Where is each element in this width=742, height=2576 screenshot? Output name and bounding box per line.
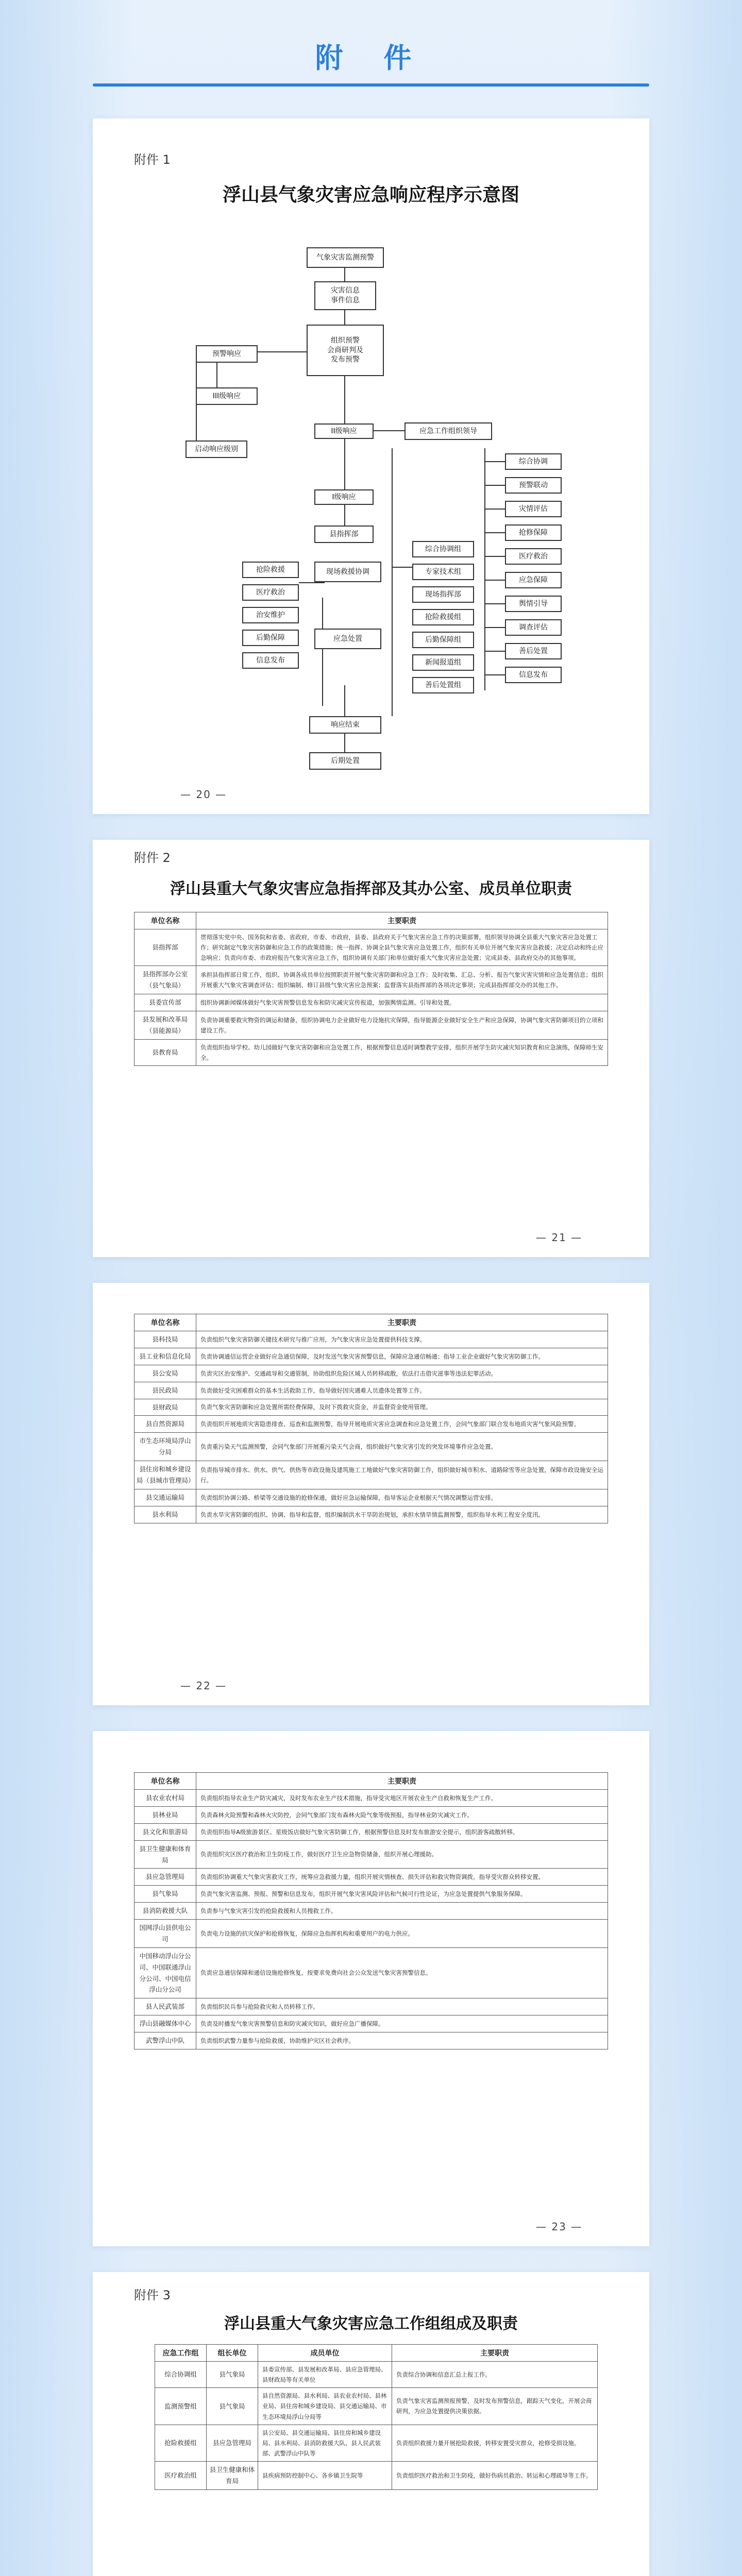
row-label-cell: 县住房和城乡建设局（县城市管理局） <box>134 1461 196 1489</box>
table-cell: 负责应急通信保障和通信设施抢修恢复，按要求免费向社会公众发送气象灾害预警信息。 <box>196 1947 608 1998</box>
table-cell: 负责及时播发气象灾害预警信息和防灾减灾知识，做好应急广播保障。 <box>196 2015 608 2032</box>
flow-duty-box: 应急保障 <box>505 572 562 588</box>
page-number: — 23 — <box>536 2221 583 2233</box>
support-box: 现场救援协调 <box>314 562 381 582</box>
row-label-cell: 抢险救援组 <box>155 2425 207 2461</box>
row-label-cell: 县农业农村局 <box>134 1790 196 1807</box>
table-row <box>155 2425 598 2461</box>
table-cell: 负责组织指导农业生产防灾减灾，及时发布农业生产技术措施，指导受灾地区开展农业生产自救和恢复生产工作。 <box>196 1790 608 1807</box>
col-header: 主要职责 <box>392 2345 598 2362</box>
level-iv-box: III级响应 <box>196 387 258 405</box>
duty-table <box>134 1772 608 2049</box>
table-row <box>134 1903 608 1920</box>
row-label-cell: 县林业局 <box>134 1806 196 1823</box>
table-row <box>155 2388 598 2425</box>
table-row <box>134 2015 608 2032</box>
attachment-title: 附 件 <box>315 42 427 74</box>
flow-group-box: 新闻报道组 <box>412 654 474 671</box>
table-cell: 负责组织灾区医疗救治和卫生防疫工作，做好医疗卫生应急物资储备，组织开展心理援助。 <box>196 1840 608 1869</box>
flow-connector <box>299 582 325 583</box>
release-box: 预警响应 <box>196 345 258 363</box>
table-cell: 县公安局、县交通运输局、县住房和城乡建设局、县水利局、县消防救援大队、县人民武装部、武警浮山中队等 <box>258 2425 392 2461</box>
col-header: 组长单位 <box>207 2345 258 2362</box>
page-annex-3 <box>93 2272 649 2576</box>
table-cell: 负责电力设施的抗灾保护和抢修恢复，保障应急指挥机构和重要用户的电力供应。 <box>196 1920 608 1948</box>
flow-duty-box: 医疗救治 <box>505 548 562 565</box>
monitor-box: 气象灾害监测预警 <box>307 247 384 268</box>
page-annex-1 <box>93 118 649 814</box>
table-cell: 负责灾区治安维护、交通疏导和交通管制，协助组织危险区域人员转移疏散，依法打击借灾滋事等违法犯罪活动。 <box>196 1365 608 1382</box>
col-header: 单位名称 <box>134 912 196 929</box>
row-label-cell: 县水利局 <box>134 1506 196 1523</box>
row-label-cell: 县人民武装部 <box>134 1998 196 2015</box>
table-cell: 负责组织民兵参与抢险救灾和人员转移工作。 <box>196 1998 608 2015</box>
row-label-cell: 医疗救治组 <box>155 2462 207 2490</box>
table-row <box>134 1920 608 1948</box>
duty-table <box>134 1314 608 1523</box>
page-title: 浮山县重大气象灾害应急指挥部及其办公室、成员单位职责 <box>170 880 572 898</box>
row-label-cell: 县委宣传部 <box>134 994 196 1011</box>
flow-connector <box>216 362 217 387</box>
table-cell: 负责做好受灾困难群众的基本生活救助工作，指导做好因灾遇难人员遗体处置等工作。 <box>196 1382 608 1399</box>
attachment-header <box>0 0 742 103</box>
flow-task-box: 后勤保障 <box>242 630 299 646</box>
flow-connector <box>344 732 345 752</box>
col-header: 主要职责 <box>196 912 608 929</box>
table-cell: 负责指导城市排水、供水、供气、供热等市政设施及建筑施工工地做好气象灾害防御工作，组织做好城市积水、道路除雪等应急处置，保障市政设施安全运行。 <box>196 1461 608 1489</box>
rescue-box: 应急处置 <box>314 629 381 649</box>
col-header: 主要职责 <box>196 1314 608 1331</box>
flow-connector <box>485 461 505 462</box>
flow-connector <box>485 532 505 533</box>
flow-connector <box>344 505 345 526</box>
end-box: 响应结束 <box>309 716 381 734</box>
flow-group-box: 综合协调组 <box>412 541 474 557</box>
after-box: 后期处置 <box>309 752 381 770</box>
table-row <box>134 2032 608 2049</box>
flow-connector <box>344 376 345 423</box>
table-row <box>134 1790 608 1807</box>
hq-setup-box: 应急工作组织领导 <box>404 422 492 440</box>
flow-connector <box>344 310 345 325</box>
row-label-cell: 县消防救援大队 <box>134 1903 196 1920</box>
table-row <box>134 1011 608 1040</box>
row-label-cell: 县文化和旅游局 <box>134 1823 196 1840</box>
table-row <box>134 1331 608 1348</box>
duty-table <box>134 912 608 1066</box>
flow-group-box: 善后处置组 <box>412 677 474 693</box>
table-cell: 负责气象灾害监测预报预警，及时发布预警信息，跟踪天气变化，开展会商研判，为应急处置提供决策依据。 <box>392 2388 598 2425</box>
row-label-cell: 县卫生健康和体育局 <box>134 1840 196 1869</box>
start-box: 启动响应级别 <box>185 440 247 458</box>
assess-box: 组织预警 会商研判及 发布预警 <box>307 325 384 376</box>
flow-duty-box: 调查评估 <box>505 619 562 636</box>
table-cell: 负责组织气象灾害防御关键技术研究与推广应用，为气象灾害应急处置提供科技支撑。 <box>196 1331 608 1348</box>
flow-connector <box>392 567 412 568</box>
flow-task-box: 医疗救治 <box>242 584 299 601</box>
table-row <box>134 1399 608 1416</box>
table-row <box>134 1806 608 1823</box>
row-label-cell: 中国移动浮山分公司、中国联通浮山分公司、中国电信浮山分公司 <box>134 1947 196 1998</box>
annex-label: 附件 1 <box>134 152 171 167</box>
page-annex-2-cont <box>93 1731 649 2246</box>
table-row <box>134 1886 608 1903</box>
table-row <box>134 1382 608 1399</box>
flow-connector <box>344 685 345 716</box>
page-number: — 20 — <box>180 788 227 801</box>
level-i-box: I级响应 <box>314 489 374 505</box>
col-header: 应急工作组 <box>155 2345 207 2362</box>
row-label-cell: 市生态环境局浮山分局 <box>134 1433 196 1461</box>
page-number: — 22 — <box>180 1680 227 1692</box>
flow-connector <box>255 351 307 352</box>
flow-connector <box>322 598 323 706</box>
row-label-cell: 国网浮山县供电公司 <box>134 1920 196 1948</box>
flow-connector <box>485 556 505 557</box>
response-flowchart <box>93 118 649 814</box>
row-label-cell: 县指挥部办公室（县气象局） <box>134 966 196 994</box>
table-row <box>155 2362 598 2388</box>
row-label-cell: 县工业和信息化局 <box>134 1348 196 1365</box>
row-label-cell: 监测预警组 <box>155 2388 207 2425</box>
row-label-cell: 县发展和改革局（县能源局） <box>134 1011 196 1040</box>
table-cell: 县应急管理局 <box>207 2425 258 2461</box>
table-row <box>134 1506 608 1523</box>
row-label-cell: 县教育局 <box>134 1039 196 1065</box>
flow-group-box: 抢险救援组 <box>412 609 474 625</box>
table-row <box>134 1823 608 1840</box>
table-cell: 县疾病预防控制中心、各乡镇卫生院等 <box>258 2462 392 2490</box>
flow-task-box: 治安维护 <box>242 607 299 623</box>
table-row <box>155 2462 598 2490</box>
page-annex-2 <box>93 840 649 1257</box>
flow-connector <box>374 430 404 431</box>
table-cell: 负责组织协调公路、桥梁等交通设施的抢修保通，做好应急运输保障，指导客运企业根据天气情况调整运营安排。 <box>196 1489 608 1506</box>
table-cell: 负责组织医疗救治和卫生防疫，做好伤病员救治、转运和心理疏导等工作。 <box>392 2462 598 2490</box>
flow-connector <box>344 268 345 281</box>
row-label-cell: 县应急管理局 <box>134 1869 196 1886</box>
col-header: 主要职责 <box>196 1773 608 1790</box>
page-annex-2-cont <box>93 1283 649 1705</box>
table-cell: 负责协调通信运营企业做好应急通信保障，及时发送气象灾害预警信息，保障应急通信畅通；指导工业企业做好气象灾害防御工作。 <box>196 1348 608 1365</box>
table-row <box>134 994 608 1011</box>
table-row <box>134 1489 608 1506</box>
flow-connector <box>392 448 393 716</box>
flow-duty-box: 善后处置 <box>505 643 562 659</box>
row-label-cell: 县民政局 <box>134 1382 196 1399</box>
flow-group-box: 后勤保障组 <box>412 632 474 648</box>
row-label-cell: 县公安局 <box>134 1365 196 1382</box>
table-cell: 县卫生健康和体育局 <box>207 2462 258 2490</box>
flow-task-box: 信息发布 <box>242 652 299 669</box>
row-label-cell: 浮山县融媒体中心 <box>134 2015 196 2032</box>
flow-connector <box>485 651 505 652</box>
table-cell: 负责气象灾害监测、预报、预警和信息发布，组织开展气象灾害风险评估和气候可行性论证，为应急处置提供气象服务保障。 <box>196 1886 608 1903</box>
flow-connector <box>485 485 505 486</box>
flow-connector <box>485 603 505 604</box>
table-cell: 负责水旱灾害防御的组织、协调、指导和监督，组织编制洪水干旱防治规划，承担水情旱情监测预警，组织指导水利工程安全度汛。 <box>196 1506 608 1523</box>
row-label-cell: 武警浮山中队 <box>134 2032 196 2049</box>
table-cell: 负责综合协调和信息汇总上报工作。 <box>392 2362 598 2388</box>
table-row <box>134 929 608 966</box>
table-cell: 县自然资源局、县水利局、县农业农村局、县林业局、县住房和城乡建设局、县交通运输局、市生态环境局浮山分局等 <box>258 2388 392 2425</box>
flow-task-box: 抢险救援 <box>242 562 299 578</box>
table-cell: 负责组织指导A级旅游景区、星级饭店做好气象灾害防御工作，根据预警信息及时发布旅游安全提示，组织游客疏散转移。 <box>196 1823 608 1840</box>
table-cell: 负责组织协调重大气象灾害救灾工作，统筹应急救援力量，组织开展灾情核查、损失评估和救灾物资调拨，指导受灾群众转移安置。 <box>196 1869 608 1886</box>
row-label-cell: 县财政局 <box>134 1399 196 1416</box>
row-label-cell: 县交通运输局 <box>134 1489 196 1506</box>
level-ii-box: II级响应 <box>314 423 374 439</box>
flow-duty-box: 舆情引导 <box>505 596 562 612</box>
row-label-cell: 县科技局 <box>134 1331 196 1348</box>
table-row <box>134 1433 608 1461</box>
page-number: — 21 — <box>536 1231 583 1244</box>
table-cell: 负责组织开展地质灾害隐患排查、巡查和监测预警，指导开展地质灾害应急调查和应急处置工作，会同气象部门联合发布地质灾害气象风险预警。 <box>196 1416 608 1433</box>
row-label-cell: 县自然资源局 <box>134 1416 196 1433</box>
header-divider <box>93 83 649 87</box>
flow-duty-box: 预警联动 <box>505 477 562 494</box>
table-row <box>134 1348 608 1365</box>
info-box: 灾害信息 事件信息 <box>314 281 376 310</box>
table-cell: 负责重污染天气监测预警，会同气象部门开展重污染天气会商，组织做好气象灾害引发的突发环境事件应急处置。 <box>196 1433 608 1461</box>
flow-duty-box: 信息发布 <box>505 667 562 683</box>
table-cell: 负责气象灾害防御和应急处置所需经费保障，及时下拨救灾资金，并监督资金使用管理。 <box>196 1399 608 1416</box>
flow-group-box: 专家技术组 <box>412 564 474 580</box>
row-label-cell: 县指挥部 <box>134 929 196 966</box>
flow-connector <box>344 438 345 489</box>
table-cell: 县气象局 <box>207 2362 258 2388</box>
annex-label: 附件 2 <box>134 851 171 865</box>
page-title: 浮山县气象灾害应急响应程序示意图 <box>222 184 519 206</box>
table-cell: 县委宣传部、县发展和改革局、县应急管理局、县财政局等有关单位 <box>258 2362 392 2388</box>
flow-group-box: 现场指挥部 <box>412 586 474 603</box>
flow-connector <box>485 509 505 510</box>
table-cell: 负责组织救援力量开展抢险救援，转移安置受灾群众，抢修受损设施。 <box>392 2425 598 2461</box>
table-cell: 负责组织指导学校、幼儿园做好气象灾害防御和应急处置工作，根据预警信息适时调整教学安排，组织开展学生防灾减灾知识教育和应急演练，保障师生安全。 <box>196 1039 608 1065</box>
table-cell: 负责参与气象灾害引发的抢险救援和人员搜救工作。 <box>196 1903 608 1920</box>
flow-duty-box: 综合协调 <box>505 453 562 470</box>
table-cell: 负责协调重要救灾物资的调运和储备，组织协调电力企业做好电力设施抗灾保障，指导能源企业做好安全生产和应急保障，协调气象灾害防御项目的立项和建设工作。 <box>196 1011 608 1040</box>
table-cell: 组织协调新闻媒体做好气象灾害预警信息发布和防灾减灾宣传报道，加强舆情监测、引导和处置。 <box>196 994 608 1011</box>
col-header: 单位名称 <box>134 1773 196 1790</box>
table-row <box>134 1947 608 1998</box>
col-header: 成员单位 <box>258 2345 392 2362</box>
table-row <box>134 966 608 994</box>
row-label-cell: 县气象局 <box>134 1886 196 1903</box>
flow-connector <box>485 580 505 581</box>
row-label-cell: 综合协调组 <box>155 2362 207 2388</box>
flow-duty-box: 抢修保障 <box>505 524 562 541</box>
col-header: 单位名称 <box>134 1314 196 1331</box>
table-row <box>134 1365 608 1382</box>
table-row <box>134 1416 608 1433</box>
page-title: 浮山县重大气象灾害应急工作组组成及职责 <box>224 2315 518 2333</box>
table-cell: 承担县指挥部日常工作，组织、协调各成员单位按照职责开展气象灾害防御和应急工作；及时收集、汇总、分析、报告气象灾害灾情和应急处置信息；组织开展重大气象灾害调查评估；组织编制、修订县级气象灾害应急预案；监督落实县指挥部的各项决定事项；完成县指挥部交办的其他工作。 <box>196 966 608 994</box>
table-cell: 县气象局 <box>207 2388 258 2425</box>
table-row <box>134 1869 608 1886</box>
annex-label: 附件 3 <box>134 2288 171 2302</box>
table-cell: 负责森林火险预警和森林火灾防控，会同气象部门发布森林火险气象等级预报，指导林业防灾减灾工作。 <box>196 1806 608 1823</box>
table-row <box>134 1461 608 1489</box>
flow-connector <box>485 627 505 628</box>
workgroup-table <box>155 2344 598 2490</box>
table-row <box>134 1998 608 2015</box>
table-cell: 贯彻落实党中央、国务院和省委、省政府，市委、市政府，县委、县政府关于气象灾害应急工作的决策部署，组织领导协调全县重大气象灾害应急处置工作；研究制定气象灾害防御和应急工作的政策措施；统一指挥、协调全县气象灾害应急处置工作，组织有关单位开展气象灾害应急救援；决定启动和终止应急响应；负责向市委、市政府报告气象灾害应急工作，组织协调有关部门和单位做好重大气象灾害应急处置；完成县委、县政府交办的其他事项。 <box>196 929 608 966</box>
table-row <box>134 1840 608 1869</box>
table-cell: 负责组织武警力量参与抢险救援，协助维护灾区社会秩序。 <box>196 2032 608 2049</box>
command-box: 县指挥部 <box>314 526 374 543</box>
table-row <box>134 1039 608 1065</box>
flow-duty-box: 灾情评估 <box>505 501 562 517</box>
flow-connector <box>485 674 505 675</box>
